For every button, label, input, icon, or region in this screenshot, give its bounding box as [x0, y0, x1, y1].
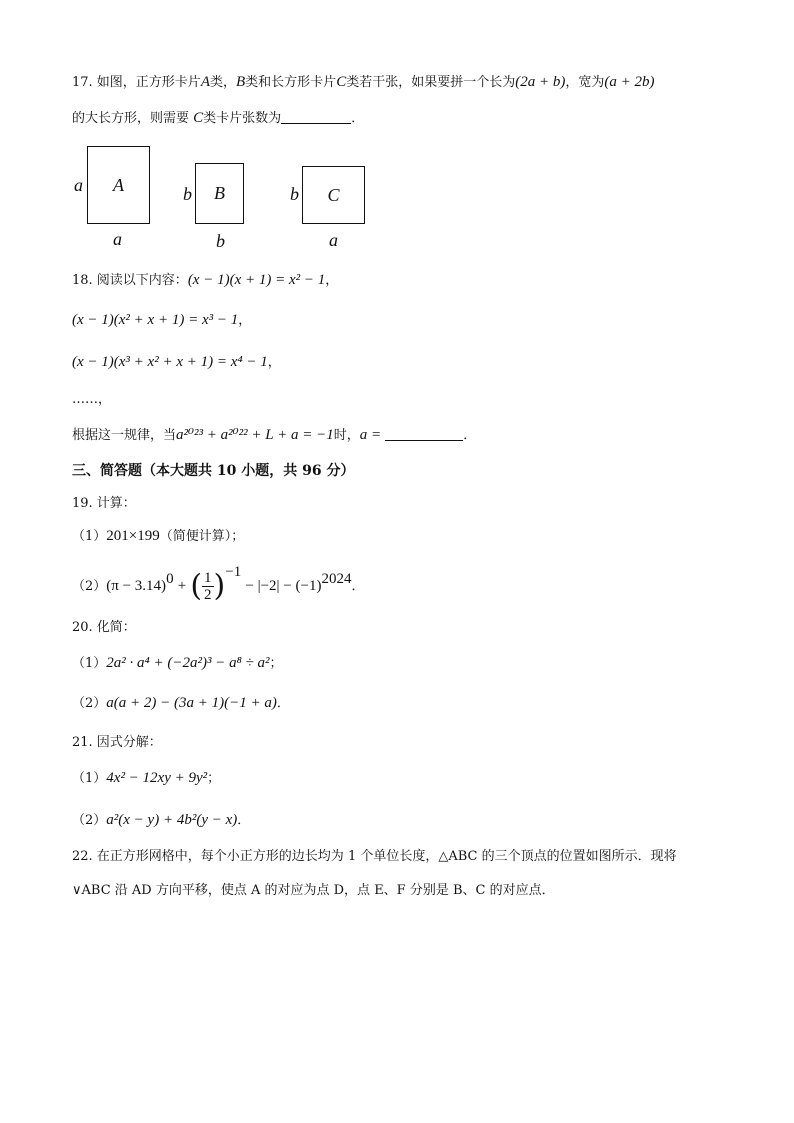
var-C: C	[336, 74, 347, 90]
numerator: 1	[204, 570, 212, 586]
q20-part1	[72, 653, 283, 674]
card-b-label: B	[214, 183, 225, 203]
q21-part1	[72, 768, 220, 789]
q18-equation-2: (x − 1)(x² + x + 1) = x³ − 1	[72, 312, 239, 328]
q18-intro-line	[72, 270, 338, 291]
part-label: （1）	[72, 529, 107, 544]
card-a-bottom-label: a	[113, 229, 122, 249]
q22-line2: ∨ABC 沿 AD 方向平移，使点 A 的对应为点 D，点 E、F 分别是 B、C 的对应点．	[72, 883, 555, 898]
q18-text: 根据这一规律，当	[72, 428, 177, 443]
q19-title: 19. 计算：	[72, 496, 136, 511]
q19-part1	[72, 526, 244, 547]
part-label: （2）	[72, 579, 107, 594]
q17-text: 类卡片张数为	[203, 111, 282, 126]
q17-line1	[72, 72, 654, 93]
var-A: A	[200, 74, 210, 90]
var-C: C	[193, 110, 204, 126]
denominator: 2	[204, 587, 212, 603]
period: ．	[276, 696, 290, 711]
part-label: （2）	[72, 696, 107, 711]
answer-blank-q18[interactable]	[385, 426, 463, 441]
q17-text: ，宽为	[565, 75, 605, 90]
q19-part1-expression: 201×199	[106, 528, 160, 544]
part-label: （1）	[72, 656, 107, 671]
q21-part2	[72, 810, 250, 831]
semicolon: ；	[269, 656, 283, 671]
q18-eq3-line	[72, 352, 281, 373]
q21-part2-expression: a²(x − y) + 4b²(y − x)	[106, 812, 238, 828]
q18-text: ．	[463, 428, 477, 443]
fraction-one-half	[202, 570, 214, 603]
q21-title: 21. 因式分解：	[72, 735, 162, 750]
period: ．	[237, 813, 251, 828]
exponent: 2024	[321, 571, 352, 587]
period: ．	[351, 579, 365, 594]
q21-part1-expression: 4x² − 12xy + 9y²	[106, 770, 208, 786]
q17-text: 类若干张，如果要拼一个长为	[346, 75, 516, 90]
card-a-side-label: a	[74, 175, 83, 195]
plus-sign: +	[177, 578, 187, 594]
exponent: 0	[166, 571, 174, 587]
q18-variable: a =	[359, 427, 382, 443]
left-paren: (	[190, 568, 203, 604]
card-c-label: C	[327, 184, 340, 205]
semicolon: ；	[207, 771, 221, 786]
q20-title: 20. 化简：	[72, 620, 136, 635]
q19-part2	[72, 564, 365, 604]
comma: ，	[325, 273, 339, 288]
q18-rule-expression: a²⁰²³ + a²⁰²² + L + a = −1	[176, 427, 334, 443]
section-heading: 三、简答题（本大题共 10 小题，共 96 分）	[72, 463, 355, 479]
card-c	[302, 166, 365, 224]
q20-part2-expression: a(a + 2) − (3a + 1)(−1 + a)	[106, 695, 277, 711]
q22-line1: 22. 在正方形网格中，每个小正方形的边长均为 1 个单位长度，△ABC 的三个顶点的位置如图所示．现将	[72, 849, 677, 864]
q17-text: 的大长方形，则需要	[72, 111, 190, 126]
exponent: −1	[225, 564, 242, 580]
card-c-side-label: b	[290, 184, 299, 204]
var-B: B	[236, 74, 246, 90]
length-expression: (2a + b)	[515, 74, 566, 90]
q17-line2	[72, 108, 364, 129]
q18-equation-1: (x − 1)(x + 1) = x² − 1	[187, 272, 326, 288]
comma: ，	[238, 313, 252, 328]
q18-eq2-line	[72, 310, 251, 331]
part-label: （2）	[72, 813, 107, 828]
q18-intro: 18. 阅读以下内容：	[72, 273, 188, 288]
q17-text: ．	[351, 111, 365, 126]
comma: ，	[267, 355, 281, 370]
q17-text: 17. 如图，正方形卡片	[72, 75, 201, 90]
card-b-side-label: b	[183, 184, 192, 204]
q18-rule-line	[72, 425, 476, 446]
card-a-label: A	[113, 174, 124, 195]
answer-blank-q17[interactable]	[281, 109, 351, 124]
card-a	[87, 146, 150, 224]
q19-part1-note: （简便计算）；	[159, 529, 245, 544]
q20-part2	[72, 693, 290, 714]
q18-ellipsis: ……，	[72, 392, 112, 407]
q18-text: 时，	[333, 428, 360, 443]
part-label: （1）	[72, 771, 107, 786]
card-c-bottom-label: a	[329, 230, 338, 250]
q19-part2-rest: − |−2| − (−1)	[245, 578, 322, 594]
q18-equation-3: (x − 1)(x³ + x² + x + 1) = x⁴ − 1	[72, 354, 268, 370]
right-paren: )	[213, 568, 226, 604]
q17-text: 类，	[209, 75, 236, 90]
q17-text: 类和长方形卡片	[245, 75, 337, 90]
card-b-bottom-label: b	[216, 231, 225, 251]
card-b	[195, 163, 244, 224]
q19-part2-term1: (π − 3.14)	[106, 578, 167, 594]
q20-part1-expression: 2a² · a⁴ + (−2a²)³ − a⁸ ÷ a²	[106, 655, 270, 671]
width-expression: (a + 2b)	[604, 74, 655, 90]
